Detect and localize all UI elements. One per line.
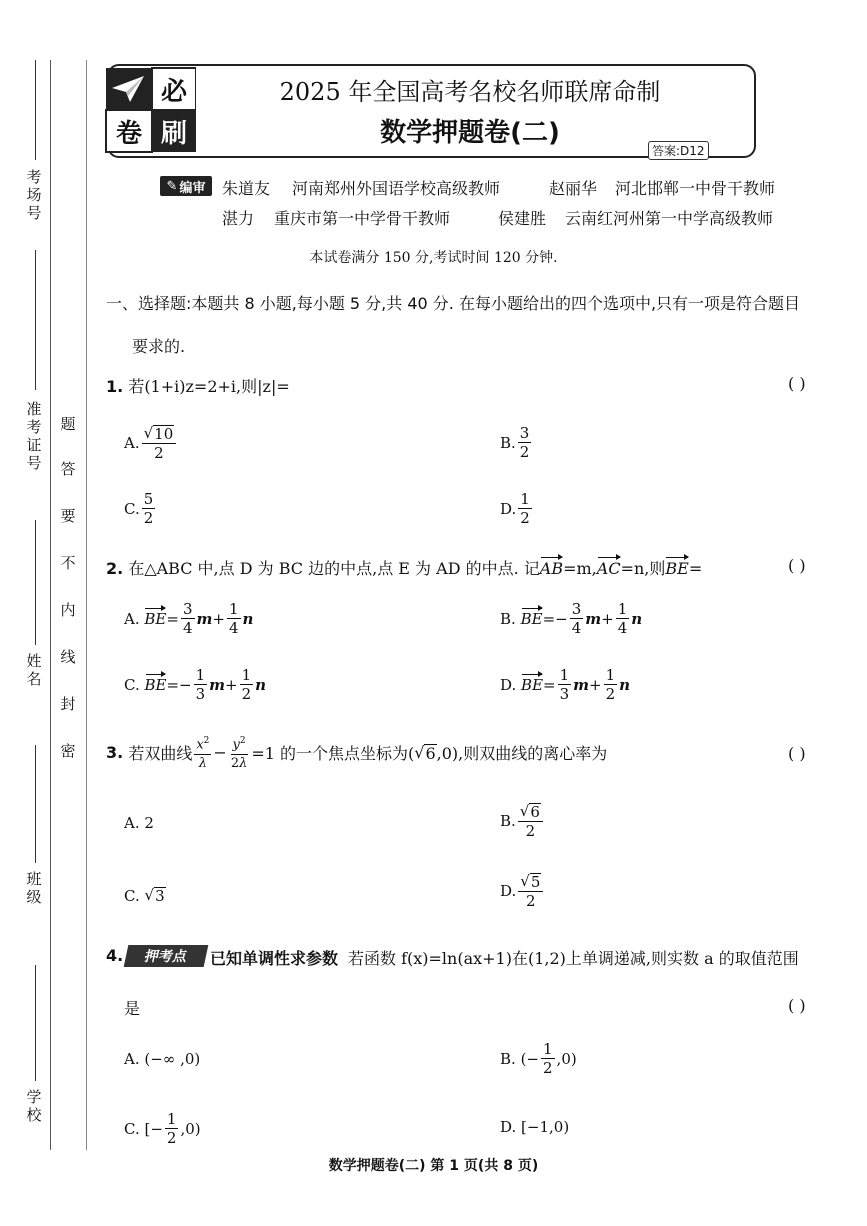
editor-badge: ✎ 编审: [160, 176, 212, 196]
label-name: 姓名: [26, 652, 42, 688]
q4-option-d[interactable]: D. [−1,0): [500, 1118, 570, 1136]
pencil-icon: ✎: [166, 178, 178, 194]
seal-char: 密: [60, 742, 76, 760]
editor-school: 云南红河州第一中学高级教师: [565, 209, 774, 228]
answer-code: 答案:D12: [648, 141, 709, 160]
q2-option-a[interactable]: A. BE = $\frac{3}{4}$ m + $\frac{1}{4}$ n: [124, 600, 254, 637]
key-point-topic: 已知单调性求参数: [210, 949, 339, 968]
paper-title: 数学押题卷(二): [380, 118, 560, 148]
question-4-stem: 若函数 f(x)=ln(ax+1)在(1,2)上单调递减,则实数 a 的取值范围: [348, 949, 799, 968]
key-point-badge: 押考点: [124, 945, 209, 967]
q3-option-b[interactable]: B. √ 6 2: [500, 802, 545, 840]
q2-option-b[interactable]: B. BE =− $\frac{3}{4}$ m + $\frac{1}{4}$ n: [500, 600, 643, 637]
editor-school: 河北邯郸一中骨干教师: [615, 179, 776, 198]
q2-option-c[interactable]: C. BE =− $\frac{1}{3}$ m + $\frac{1}{2}$ n: [124, 666, 267, 703]
seal-char: 不: [60, 554, 76, 572]
answer-blank[interactable]: ( ): [788, 556, 806, 575]
label-admission-number: 准考证号: [26, 400, 42, 472]
editor-name: 侯建胜: [498, 209, 547, 228]
answer-blank[interactable]: ( ): [788, 744, 806, 763]
editor-school: 重庆市第一中学骨干教师: [274, 209, 451, 228]
editor-name: 湛力: [222, 209, 255, 228]
q3-option-a[interactable]: A. 2: [124, 814, 154, 832]
question-4-number: 4.: [106, 946, 124, 965]
label-exam-room: 考场号: [26, 168, 42, 222]
q2-option-d[interactable]: D. BE = $\frac{1}{3}$ m + $\frac{1}{2}$ n: [500, 666, 631, 703]
q3-option-d[interactable]: D. √ 5 2: [500, 872, 545, 910]
exam-info: 本试卷满分 150 分,考试时间 120 分钟.: [309, 250, 558, 266]
q1-option-a[interactable]: A. √ 10 2: [124, 424, 178, 462]
question-2-stem: 2. 在△ABC 中,点 D 为 BC 边的中点,点 E 为 AD 的中点. 记AB=m,AC=n,则BE=: [106, 559, 703, 578]
q1-option-c[interactable]: C. $\frac{5}{2}$: [124, 490, 154, 527]
question-1-stem: 1. 若(1+i)z=2+i,则|z|=: [106, 377, 290, 396]
answer-blank[interactable]: ( ): [788, 374, 806, 393]
q1-option-d[interactable]: D. $\frac{1}{2}$: [500, 490, 530, 527]
seal-char: 封: [60, 695, 76, 713]
logo-char: 必: [160, 76, 187, 107]
blank-admission-number[interactable]: [35, 250, 36, 390]
page-footer: 数学押题卷(二) 第 1 页(共 8 页): [328, 1158, 539, 1174]
question-3-stem: 3. 若双曲线 $\frac{x^2}{\lambda}$ − $\frac{y^2}{2\lambda}$ =1 的一个焦点坐标为( √ 6 ,0),则双曲线的离心率为: [106, 732, 607, 773]
section-heading-cont: 要求的.: [132, 337, 186, 356]
brand-logo: [104, 66, 196, 154]
question-4-stem-cont: 是: [124, 999, 141, 1018]
label-school: 学校: [26, 1088, 42, 1124]
answer-blank[interactable]: ( ): [788, 996, 806, 1015]
q1-option-b[interactable]: B. $\frac{3}{2}$: [500, 424, 530, 461]
editor-school: 河南郑州外国语学校高级教师: [292, 179, 501, 198]
seal-char: 内: [60, 601, 76, 619]
seal-char: 要: [60, 507, 76, 525]
q4-option-a[interactable]: A. (−∞ ,0): [124, 1050, 201, 1068]
editor-name: 赵丽华: [549, 179, 598, 198]
q4-option-b[interactable]: B. (− $\frac{1}{2}$ ,0): [500, 1040, 577, 1077]
blank-school[interactable]: [35, 965, 36, 1081]
seal-char: 答: [60, 460, 76, 478]
seal-char: 题: [60, 415, 76, 433]
blank-class[interactable]: [35, 745, 36, 863]
label-class: 班级: [26, 870, 42, 906]
seal-char: 线: [60, 648, 76, 666]
logo-char: 卷: [115, 118, 142, 149]
blank-exam-room[interactable]: [35, 60, 36, 160]
q4-option-c[interactable]: C. [− $\frac{1}{2}$ ,0): [124, 1110, 201, 1147]
blank-name[interactable]: [35, 520, 36, 645]
editor-name: 朱道友: [222, 179, 271, 198]
q3-option-c[interactable]: C. √ 3: [124, 886, 165, 905]
logo-char: 刷: [160, 118, 187, 149]
exam-series-title: 2025 年全国高考名校名师联席命制: [279, 78, 661, 106]
section-heading: 一、选择题:本题共 8 小题,每小题 5 分,共 40 分. 在每小题给出的四个选项中,只有一项是符合题目: [106, 294, 801, 313]
